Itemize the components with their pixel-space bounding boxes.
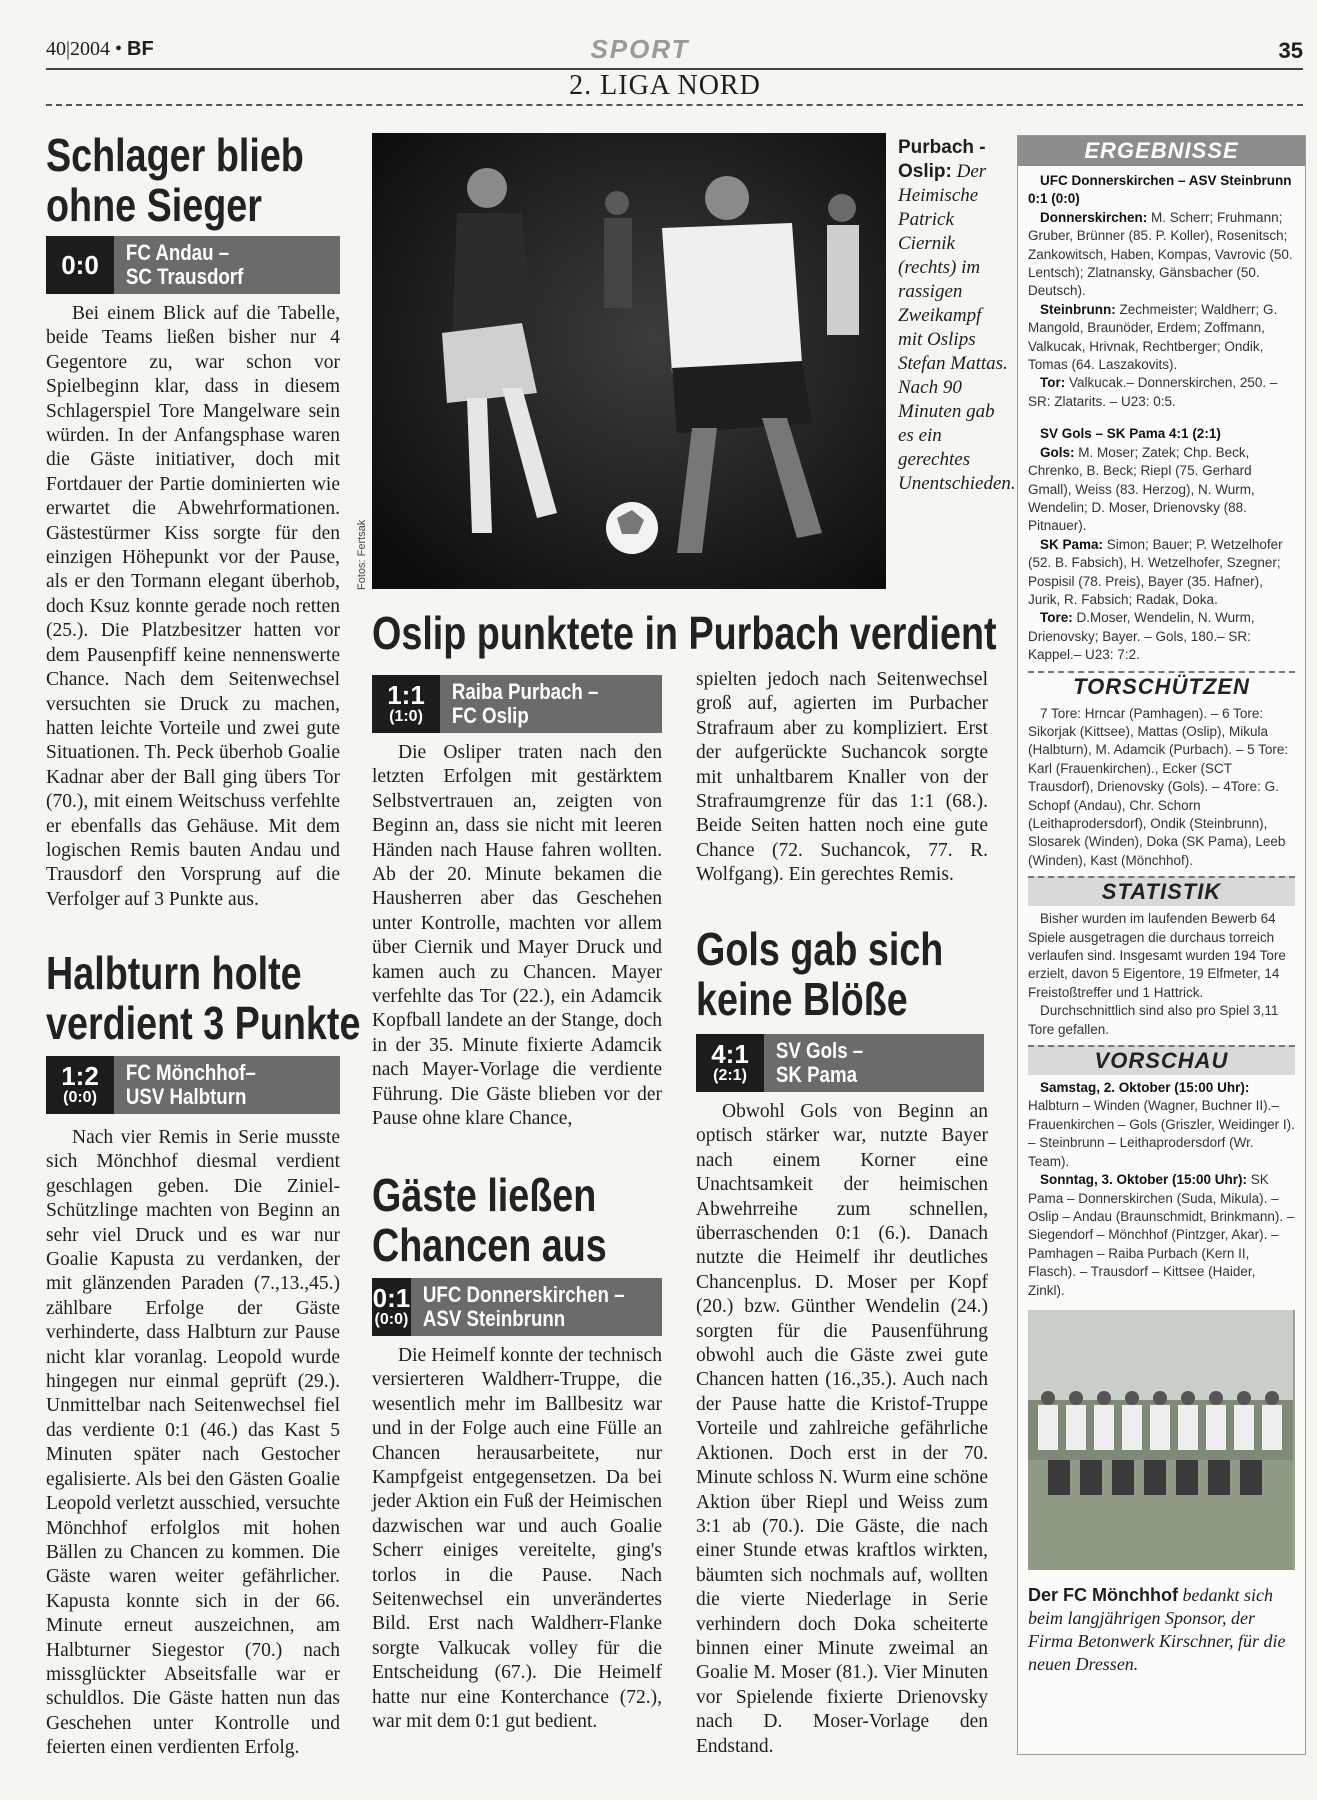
league-title: 2. LIGA NORD bbox=[569, 70, 761, 101]
article-body: Obwohl Gols von Beginn an optisch stärker war, nutzte Bayer nach einem Korner eine Unachtsamkeit der heimischen Abwehrreihe zum schnellen, überraschenden 0:1 (6.). Danach nutzte die Heimelf ihr deutliches Chancenplus. D. Moser per Kopf (20.) bzw. Günther Wendelin (24.) sorgten für die Pausenführung obwohl auch die Gäste zwei gute Chancen hatten (16.,35.). Auch nach der Pause hatte die Kristof-Truppe Vorteile und zahlreiche gefährliche Aktionen. Doch erst in der 70. Minute schloss N. Wurm eine schöne Aktion über Riepl und Weiss zum 3:1 ab (70.). Die Gäste, die nach einer Stunde etwas kraftlos wirkten, bäumten sich nochmals auf, wollten die vierte Niederlage in Serie verhindern doch Doka scheiterte binnen einer Minute zweimal an Goalie M. Moser (81.). Vier Minuten vor Spielende fixierte Drienovsky nach D. Moser-Vorlage den Endstand. bbox=[696, 1101, 988, 1757]
teams: FC Mönchhof– USV Halbturn bbox=[125, 1060, 256, 1109]
section-title: SPORT bbox=[590, 34, 690, 64]
page-number: 35 bbox=[1278, 38, 1303, 63]
article-body: Nach vier Remis in Serie musste sich Mönchhof diesmal verdient geschlagen geben. Die Ziniel-Schützlinge machten von Beginn an sehr viel Druck und es war nur Goalie Kapusta zu verdanken, der mit glänzenden Paraden (7.,13.,45.) zählbare Erfolge der Gäste verhinderte, dass Halbturn zur Pause nicht klar voranlag. Leopold wurde hingegen nur einmal geprüft (29.). Unmittelbar nach Seitenwechsel fiel das verdiente 0:1 (46.) das Kast 5 Minuten später nach Gestocher egalisierte. Als bei den Gästen Goalie Leopold verletzt ausschied, versuchte Mönchhof erfolglos mit hohen Bällen zu Chancen zu kommen. Die Gäste waren weiter gefährlicher. Kapusta konnte sich in der 66. Minute erneut auszeichnen, am Halbturner Siegestor (70.) nach missglückter Abseitsfalle war er schuldlos. Die Gäste hatten nun das Geschehen unter Kontrolle und feierten einen verdienten Erfolg. bbox=[46, 1127, 340, 1759]
result-donnerskirchen: UFC Donnerskirchen – ASV Steinbrunn 0:1 (0:0) Donnerskirchen: M. Scherr; Fruhmann; Gruber, Brünner (85. P. Koller), Rosenitsch; Zankowitsch, Haben, Kompas, Vavrovic (50. Lentsch); Zlatnansky, Gänsbacher (50. Deutsch). Steinbrunn: Zechmeister; Waldherr; G. Mangold, Braunöder, Erdem; Zoffmann, Valkucak, Hrivnak, Rechtberger; Ondik, Tomas (64. Laszakovits). Tor: Valkucak.– Donnerskirchen, 250. – SR: Zlatarits. – U23: 0:5. bbox=[1028, 173, 1293, 409]
scorers-text: 7 Tore: Hrncar (Pamhagen). – 6 Tore: Sikorjak (Kittsee), Mattas (Oslip), Mikula (Halbturn), M. Adamcik (Purbach). – 5 Tore: Karl (Frauenkirchen)., Ecker (SCT Trausdorf), Drienovsky (Gols). – 4Tore: G. Schopf (Andau), Chr. Schorn (Leithaprodersdorf), Ondik (Steinbrunn), Slosarek (Winden), Doka (SK Pama), Leeb (Winden), Kast (Mönchhof). bbox=[1028, 705, 1289, 868]
score-bar bbox=[696, 1034, 984, 1092]
score-box: 1:2 (0:0) bbox=[46, 1056, 114, 1114]
result-gols: SV Gols – SK Pama 4:1 (2:1) Gols: M. Moser; Zatek; Chp. Beck, Chrenko, B. Beck; Riepl (75. Gerhard Gmall), Weiss (83. Herzog), N. Wurm, Wendelin; D. Moser, Drienovsky (88. Pitnauer). SK Pama: Simon; Bauer; P. Wetzelhofer (52. B. Fabsich), H. Wetzelhofer, Szegner; Pospisil (78. Preis), Bayer (35. Hafner), Jurik, R. Fabsich; Radak, Doka. Tore: D.Moser, Wendelin, N. Wurm, Drienovsky; Bayer. – Gols, 180.– SR: Kappel.– U23: 7:2. bbox=[1028, 426, 1283, 663]
article-gols-pama bbox=[696, 924, 988, 1024]
scorers-title: TORSCHÜTZEN bbox=[1028, 671, 1295, 701]
teams: UFC Donnerskirchen – ASV Steinbrunn bbox=[422, 1282, 625, 1331]
preview-text: Samstag, 2. Oktober (15:00 Uhr): Halbturn – Winden (Wagner, Buchner II).– Frauenkirchen – Gols (Griszler, Weidinger I). – Steinbrunn – Leithaprodersdorf (Wr. Team). Sonntag, 3. Oktober (15:00 Uhr): SK Pama – Donnerskirchen (Suda, Mikula). – Oslip – Andau (Braunschmidt, Brinkmann). – Siegendorf – Mönchhof (Pintzger, Akar). – Pamhagen – Raiba Purbach (Kern II, Flasch). – Trausdorf – Kittsee (Haider, Zinkl). bbox=[1028, 1080, 1295, 1298]
header-dashed-rule bbox=[46, 104, 1303, 106]
issue-info bbox=[46, 38, 154, 61]
headline: Gäste ließen Chancen aus bbox=[372, 1169, 607, 1271]
teams: Raiba Purbach – FC Oslip bbox=[451, 679, 599, 728]
score-box: 0:1 (0:0) bbox=[372, 1278, 411, 1336]
article-moenchhof-halbturn bbox=[46, 947, 361, 1049]
score-bar bbox=[46, 236, 340, 294]
match-photo bbox=[372, 133, 886, 589]
headline: Halbturn holte verdient 3 Punkte bbox=[46, 947, 361, 1049]
article-purbach-oslip bbox=[372, 608, 1012, 658]
score-box: 1:1 (1:0) bbox=[372, 675, 440, 733]
score-box: 4:1 (2:1) bbox=[696, 1034, 764, 1092]
headline: Schlager blieb ohne Sieger bbox=[46, 129, 304, 231]
stats-title: STATISTIK bbox=[1028, 876, 1295, 906]
score-bar bbox=[372, 675, 662, 733]
results-title: ERGEBNISSE bbox=[1018, 136, 1305, 166]
article-andau-trausdorf bbox=[46, 130, 340, 230]
article-body-col2: spielten jedoch nach Seitenwechsel groß auf, agierten im Purbacher Strafraum aber zu kompliziert. Erst der aufgerückte Suchancok sorgte mit unhaltbarem Knaller von der Strafraumgrenze für das 1:1 (68.). Beide Seiten hatten noch eine gute Chance (72. Suchancok, 77. R. Wolfgang). Ein gerechtes Remis. bbox=[696, 669, 988, 886]
score-bar bbox=[372, 1278, 662, 1336]
preview-title: VORSCHAU bbox=[1028, 1045, 1295, 1075]
team-photo bbox=[1028, 1310, 1295, 1570]
headline: Gols gab sich keine Blöße bbox=[696, 923, 944, 1025]
issue-number: 40|2004 • bbox=[46, 38, 123, 60]
article-donnerskirchen-steinbrunn bbox=[372, 1170, 662, 1270]
score-box: 0:0 bbox=[46, 236, 114, 294]
teams: SV Gols – SK Pama bbox=[775, 1038, 864, 1087]
results-sidebar bbox=[1017, 135, 1306, 1755]
headline: Oslip punktete in Purbach verdient bbox=[372, 607, 997, 659]
team-photo-caption: Der FC Mönchhof bedankt sich beim langjährigen Sponsor, der Firma Betonwerk Kirschner, für die neuen Dressen. bbox=[1028, 1584, 1286, 1674]
team-photo-illustration bbox=[1028, 1310, 1293, 1570]
stats-text: Bisher wurden im laufenden Bewerb 64 Spiele ausgetragen die durchaus torreich verlaufen sind. Insgesamt wurden 194 Tore erzielt, davon 5 Eigentore, 19 Elfmeter, 14 Freistoßtreffer und 1 Hattrick. Durchschnittlich sind also pro Spiel 3,11 Tore gefallen. bbox=[1028, 911, 1286, 1037]
paper-name: BF bbox=[127, 38, 154, 60]
article-body: Die Heimelf konnte der technisch versierteren Waldherr-Truppe, die wesentlich mehr im Ballbesitz war und in der Folge auch eine Fülle an Chancen herausarbeitete, nur Kampfgeist entgegensetzen. Da bei jeder Aktion ein Fuß der Heimischen dazwischen war und auch Goalie Scherr einiges vereitelte, ging's torlos in die Pause. Nach Seitenwechsel ein unverändertes Bild. Erst nach Waldherr-Flanke sorgte Valkucak volley für die Entscheidung (67.). Die Heimelf hatte nur eine Konterchance (72.), war mit dem 0:1 gut bedient. bbox=[372, 1345, 662, 1733]
photo-credit: Fotos: Fertsak bbox=[356, 519, 368, 590]
match-photo-illustration bbox=[372, 133, 886, 589]
article-body-col1: Die Osliper traten nach den letzten Erfolgen mit gestärktem Selbstvertrauen an, zeigten von Beginn an, dass sie nicht mit leeren Händen nach Hause fahren wollten. Ab der 20. Minute bekamen die Hausherren aber das Geschehen unter Kontrolle, machten vor allem über Ciernik und Mayer Druck und kamen auch zu Chancen. Mayer verfehlte das Tor (22.), ein Adamcik Kopfball landete an der Stange, doch in der 35. Minute fixierte Adamcik nach Mayer-Vorlage die verdiente Führung. Die Gäste blieben vor der Pause ohne klare Chance, bbox=[372, 742, 662, 1130]
score-bar bbox=[46, 1056, 340, 1114]
photo-caption: Purbach - Oslip: Der Heimische Patrick Ciernik (rechts) im rassigen Zweikampf mit Oslips Stefan Mattas. Nach 90 Minuten gab es ein gerechtes Unentschieden. bbox=[898, 137, 1016, 494]
article-body: Bei einem Blick auf die Tabelle, beide Teams ließen bisher nur 4 Gegentore zu, war schon vor Spielbeginn klar, dass in diesem Schlagerspiel Tore Mangelware sein würden. In der Anfangsphase waren die Gäste initiativer, doch mit Fortdauer der Partie dominierten wie erwartet die Abwehrformationen. Gästestürmer Kiss sorgte für den einzigen Höhepunkt vor der Pause, als er den Tormann elegant überhob, doch Ksuz konnte gerade noch retten (25.). Die Platzbesitzer hatten vor dem Pausenpfiff keine nennenswerte Chance. Nach dem Seitenwechsel versuchten sie Druck zu machen, hatten leichte Vorteile und zwei gute Situationen. Th. Peck überhob Goalie Kadnar aber der Ball ging übers Tor (70.), mit einem Weitschuss verfehlte er ebenfalls das Gehäuse. Mit dem logischen Remis bauten Andau und Trausdorf den Vorsprung auf die Verfolger auf 3 Punkte aus. bbox=[46, 303, 340, 910]
teams: FC Andau – SC Trausdorf bbox=[125, 240, 244, 289]
